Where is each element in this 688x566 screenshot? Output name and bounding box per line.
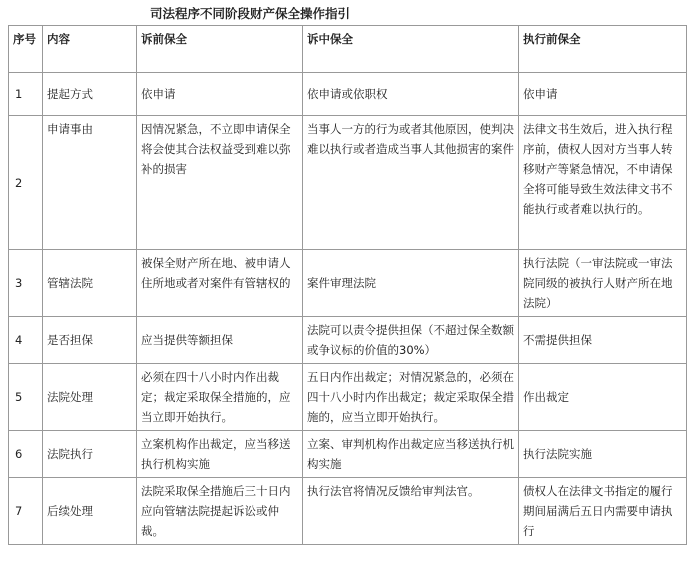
cell-pre-execution: 作出裁定 xyxy=(519,364,687,431)
header-in-litigation: 诉中保全 xyxy=(303,26,519,73)
row-item: 管辖法院 xyxy=(43,250,137,317)
row-item: 法院处理 xyxy=(43,364,137,431)
cell-in-litigation: 法院可以责令提供担保（不超过保全数额或争议标的价值的30%） xyxy=(303,317,519,364)
cell-pre-litigation: 因情况紧急，不立即申请保全将会使其合法权益受到难以弥补的损害 xyxy=(137,116,303,250)
cell-pre-execution: 债权人在法律文书指定的履行期间届满后五日内需要申请执行 xyxy=(519,478,687,545)
cell-pre-litigation: 被保全财产所在地、被申请人住所地或者对案件有管辖权的 xyxy=(137,250,303,317)
table-row xyxy=(9,73,687,116)
row-number: 5 xyxy=(9,364,43,431)
cell-in-litigation: 依申请或依职权 xyxy=(303,73,519,116)
header-item: 内容 xyxy=(43,26,137,73)
row-item: 申请事由 xyxy=(43,116,137,250)
header-pre-litigation: 诉前保全 xyxy=(137,26,303,73)
cell-pre-execution: 依申请 xyxy=(519,73,687,116)
row-number: 7 xyxy=(9,478,43,545)
row-item: 后续处理 xyxy=(43,478,137,545)
cell-in-litigation: 执行法官将情况反馈给审判法官。 xyxy=(303,478,519,545)
table-row xyxy=(9,364,687,431)
row-number: 6 xyxy=(9,431,43,478)
table-header-row xyxy=(9,26,687,73)
header-pre-execution: 执行前保全 xyxy=(519,26,687,73)
row-number: 1 xyxy=(9,73,43,116)
row-item: 提起方式 xyxy=(43,73,137,116)
table-row xyxy=(9,431,687,478)
document-title: 司法程序不同阶段财产保全操作指引 xyxy=(149,6,350,21)
cell-pre-execution: 执行法院实施 xyxy=(519,431,687,478)
cell-in-litigation: 五日内作出裁定；对情况紧急的，必须在四十八小时内作出裁定；裁定采取保全措施的，应当立即开始执行。 xyxy=(303,364,519,431)
procedure-table xyxy=(8,25,687,545)
cell-pre-litigation: 必须在四十八小时内作出裁定；裁定采取保全措施的，应当立即开始执行。 xyxy=(137,364,303,431)
cell-pre-litigation: 应当提供等额担保 xyxy=(137,317,303,364)
cell-pre-litigation: 立案机构作出裁定，应当移送执行机构实施 xyxy=(137,431,303,478)
cell-in-litigation: 案件审理法院 xyxy=(303,250,519,317)
cell-in-litigation: 立案、审判机构作出裁定应当移送执行机构实施 xyxy=(303,431,519,478)
cell-in-litigation: 当事人一方的行为或者其他原因，使判决难以执行或者造成当事人其他损害的案件 xyxy=(303,116,519,250)
cell-pre-litigation: 法院采取保全措施后三十日内应向管辖法院提起诉讼或仲裁。 xyxy=(137,478,303,545)
cell-pre-litigation: 依申请 xyxy=(137,73,303,116)
table-row xyxy=(9,478,687,545)
cell-pre-execution: 不需提供担保 xyxy=(519,317,687,364)
row-number: 3 xyxy=(9,250,43,317)
cell-pre-execution: 法律文书生效后，进入执行程序前，债权人因对方当事人转移财产等紧急情况，不申请保全将可能导致生效法律文书不能执行或者难以执行的。 xyxy=(519,116,687,250)
row-item: 是否担保 xyxy=(43,317,137,364)
table-row xyxy=(9,317,687,364)
header-no: 序号 xyxy=(9,26,43,73)
cell-pre-execution: 执行法院（一审法院或一审法院同级的被执行人财产所在地法院） xyxy=(519,250,687,317)
row-item: 法院执行 xyxy=(43,431,137,478)
table-row xyxy=(9,250,687,317)
row-number: 4 xyxy=(9,317,43,364)
row-number: 2 xyxy=(9,116,43,250)
table-row xyxy=(9,116,687,250)
